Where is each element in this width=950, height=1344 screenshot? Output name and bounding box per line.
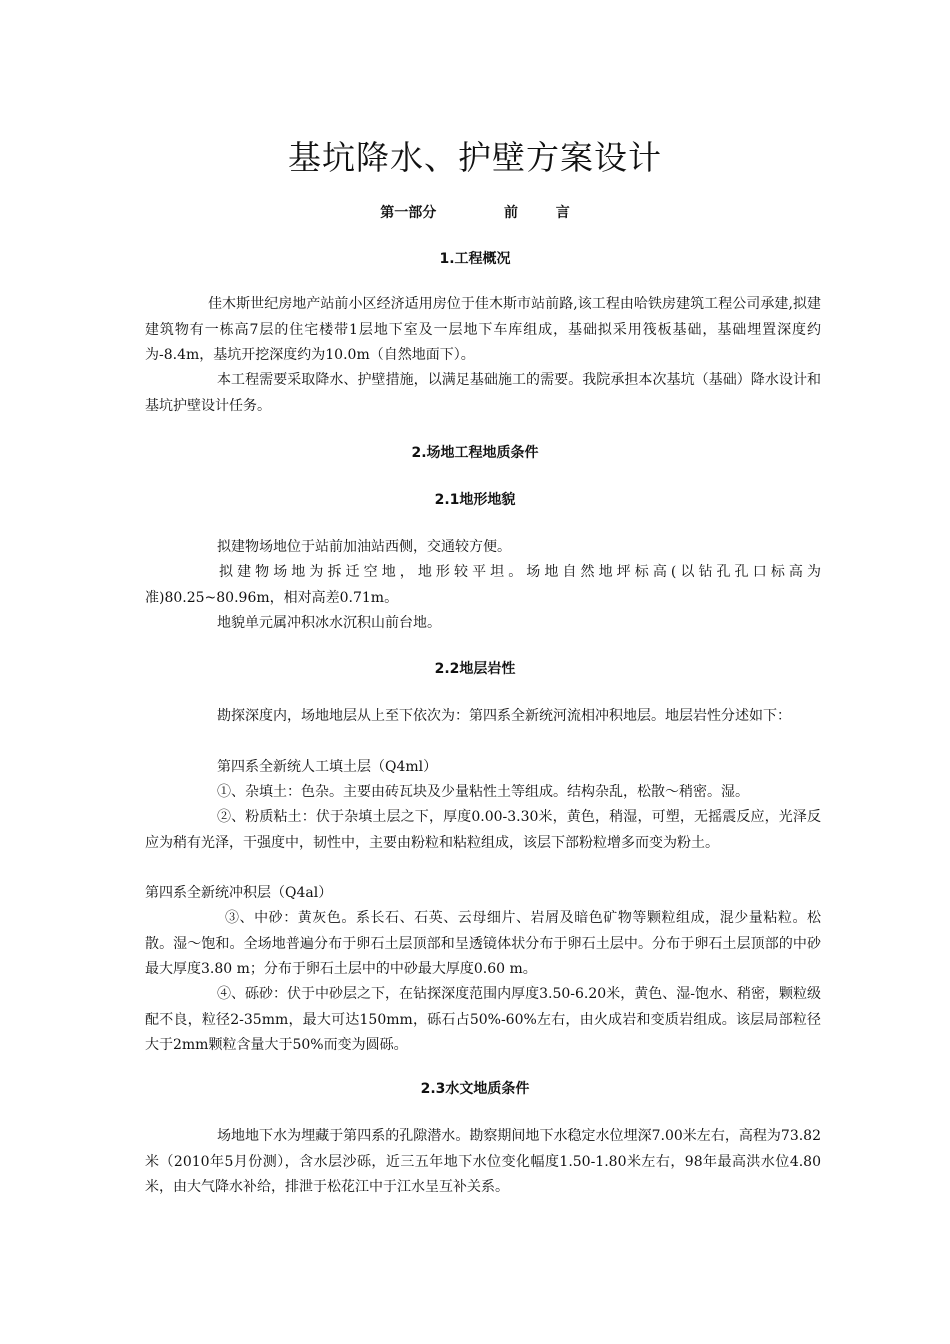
section-heading-2-1: 2.1地形地貌 (434, 492, 516, 508)
part-name-char-1: 前 (504, 205, 518, 221)
paragraph-layer-4: ④、砾砂：伏于中砂层之下，在钻探深度范围内厚度3.50-6.20米，黄色、湿-饱水、稍密，颗粒级配不良，粒径2-35mm，最大可达150mm，砾石占50%-60%左右，由火成岩和变质岩组成。该层局部粒径大于2mm颗粒含量大于50%而变为圆砾。 (145, 986, 821, 1053)
paragraph-strata-intro: 勘探深度内，场地地层从上至下依次为：第四系全新统河流相冲积地层。地层岩性分述如下： (217, 708, 791, 724)
paragraph-project-task: 本工程需要采取降水、护壁措施，以满足基础施工的需要。我院承担本次基坑（基础）降水设计和基坑护壁设计任务。 (145, 372, 821, 414)
paragraph-layer-3: ③、中砂：黄灰色。系长石、石英、云母细片、岩屑及暗色矿物等颗粒组成，混少量粘粒。松散。湿～饱和。全场地普遍分布于卵石土层顶部和呈透镜体状分布于卵石土层中。分布于卵石土层顶部的中砂最大厚度3.80 m；分布于卵石土层中的中砂最大厚度0.60 m。 (145, 910, 821, 977)
paragraph-site-terrain: 拟建物场地为拆迁空地，地形较平坦。场地自然地坪标高(以钻孔孔口标高为准)80.25~80.96m，相对高差0.71m。 (145, 564, 821, 606)
paragraph-layer-1: ①、杂填土：色杂。主要由砖瓦块及少量粘性土等组成。结构杂乱，松散～稍密。湿。 (217, 784, 749, 800)
section-heading-2: 2.场地工程地质条件 (411, 445, 539, 461)
document-title: 基坑降水、护壁方案设计 (288, 138, 662, 177)
paragraph-hydrogeology: 场地地下水为埋藏于第四系的孔隙潜水。勘察期间地下水稳定水位埋深7.00米左右，高程为73.82米（2010年5月份测），含水层沙砾，近三五年地下水位变化幅度1.50-1.80米左右，98年最高洪水位4.80米，由大气降水补给，排泄于松花江中于江水呈互补关系。 (145, 1128, 821, 1195)
section-heading-2-3: 2.3水文地质条件 (420, 1081, 530, 1097)
paragraph-layer-2: ②、粉质粘土：伏于杂填土层之下，厚度0.00-3.30米，黄色，稍湿，可塑，无摇震反应，光泽反应为稍有光泽，干强度中，韧性中，主要由粉粒和粘粒组成，该层下部粉粒增多而变为粉土。 (145, 809, 821, 851)
part-heading (0, 202, 950, 222)
paragraph-alluvial-layer-title: 第四系全新统冲积层（Q4al） (145, 885, 333, 901)
section-heading-2-2: 2.2地层岩性 (434, 661, 516, 677)
part-name-char-2: 言 (555, 205, 570, 221)
paragraph-landform-unit: 地貌单元属冲积冰水沉积山前台地。 (217, 615, 441, 631)
paragraph-project-overview: 佳木斯世纪房地产站前小区经济适用房位于佳木斯市站前路,该工程由哈铁房建筑工程公司承建,拟建建筑物有一栋高7层的住宅楼带1层地下室及一层地下车库组成，基础拟采用筏板基础，基础埋置深度约为-8.4m，基坑开挖深度约为10.0m（自然地面下）。 (145, 296, 821, 363)
part-label: 第一部分 (380, 205, 437, 221)
paragraph-site-location: 拟建物场地位于站前加油站西侧，交通较方便。 (217, 539, 511, 555)
paragraph-fill-layer-title: 第四系全新统人工填土层（Q4ml） (217, 759, 438, 775)
section-heading-1: 1.工程概况 (439, 251, 511, 267)
